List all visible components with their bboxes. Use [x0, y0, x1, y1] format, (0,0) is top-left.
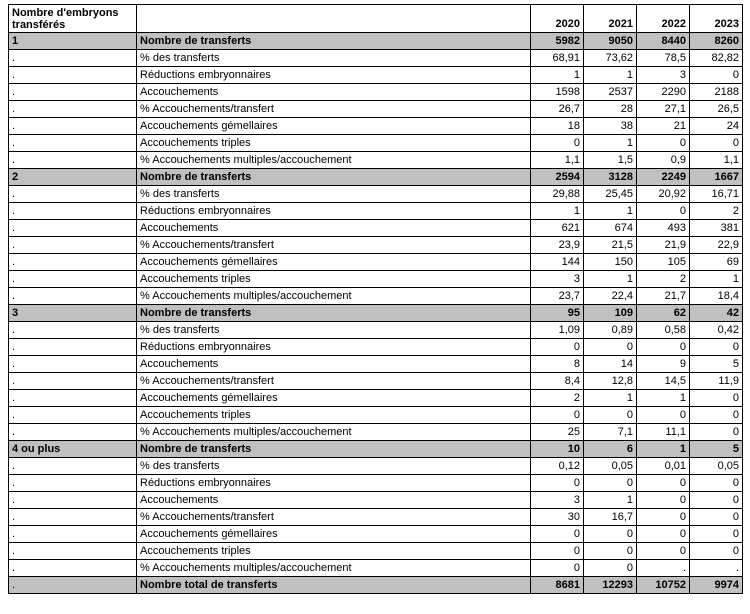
cell-indicator-label: Accouchements triples	[137, 407, 531, 424]
cell-embryo-group: .	[9, 84, 137, 101]
cell-value-2023: 0	[690, 543, 743, 560]
cell-value-2023: 0	[690, 135, 743, 152]
cell-value-2021: 1	[584, 203, 637, 220]
cell-value-2020: 5982	[531, 33, 584, 50]
header-embryo-count: Nombre d'embryons transférés	[9, 5, 137, 33]
cell-value-2020: 3	[531, 271, 584, 288]
cell-value-2023: 0	[690, 509, 743, 526]
cell-indicator-label: % Accouchements/transfert	[137, 509, 531, 526]
cell-value-2023: 5	[690, 441, 743, 458]
cell-value-2021: 21,5	[584, 237, 637, 254]
cell-value-2022: 9	[637, 356, 690, 373]
cell-value-2023: 26,5	[690, 101, 743, 118]
cell-value-2022: 0	[637, 203, 690, 220]
cell-indicator-label: Accouchements	[137, 84, 531, 101]
cell-value-2023: 0	[690, 424, 743, 441]
cell-value-2023: 5	[690, 356, 743, 373]
cell-indicator-label: % des transferts	[137, 50, 531, 67]
table-row	[9, 67, 743, 84]
cell-value-2020: 23,9	[531, 237, 584, 254]
table-row	[9, 458, 743, 475]
cell-value-2020: 23,7	[531, 288, 584, 305]
cell-value-2022: 14,5	[637, 373, 690, 390]
cell-indicator-label: % Accouchements multiples/accouchement	[137, 288, 531, 305]
cell-value-2021: 1	[584, 492, 637, 509]
cell-value-2021: 16,7	[584, 509, 637, 526]
cell-value-2023: 0,05	[690, 458, 743, 475]
cell-value-2023: 1	[690, 271, 743, 288]
cell-indicator-label: Accouchements triples	[137, 543, 531, 560]
cell-indicator-label: % Accouchements/transfert	[137, 237, 531, 254]
cell-value-2023: .	[690, 560, 743, 577]
cell-embryo-group: .	[9, 407, 137, 424]
header-label-col	[137, 5, 531, 33]
cell-value-2022: 62	[637, 305, 690, 322]
cell-value-2020: 1598	[531, 84, 584, 101]
cell-value-2020: 2	[531, 390, 584, 407]
cell-value-2020: 1,09	[531, 322, 584, 339]
cell-embryo-group: 1	[9, 33, 137, 50]
cell-value-2021: 7,1	[584, 424, 637, 441]
cell-embryo-group: .	[9, 475, 137, 492]
table-body	[9, 33, 743, 594]
cell-embryo-group: .	[9, 509, 137, 526]
header-year-2021: 2021	[584, 5, 637, 33]
cell-embryo-group: .	[9, 101, 137, 118]
table-row	[9, 305, 743, 322]
cell-embryo-group: .	[9, 254, 137, 271]
header-year-2023: 2023	[690, 5, 743, 33]
cell-value-2022: 0	[637, 135, 690, 152]
cell-value-2020: 95	[531, 305, 584, 322]
cell-value-2022: 0,58	[637, 322, 690, 339]
cell-value-2020: 0	[531, 560, 584, 577]
cell-value-2022: 27,1	[637, 101, 690, 118]
cell-embryo-group: .	[9, 543, 137, 560]
cell-embryo-group: .	[9, 492, 137, 509]
cell-embryo-group: .	[9, 373, 137, 390]
table-row	[9, 526, 743, 543]
cell-embryo-group: .	[9, 152, 137, 169]
cell-value-2023: 0	[690, 390, 743, 407]
cell-indicator-label: Accouchements gémellaires	[137, 390, 531, 407]
cell-value-2022: 0	[637, 492, 690, 509]
cell-value-2020: 8	[531, 356, 584, 373]
table-row	[9, 424, 743, 441]
cell-value-2022: 20,92	[637, 186, 690, 203]
cell-indicator-label: % Accouchements/transfert	[137, 101, 531, 118]
table-row	[9, 101, 743, 118]
table-row	[9, 118, 743, 135]
cell-value-2022: 11,1	[637, 424, 690, 441]
cell-indicator-label: Nombre de transferts	[137, 441, 531, 458]
table-header	[9, 5, 743, 33]
cell-value-2020: 0	[531, 135, 584, 152]
cell-indicator-label: % Accouchements multiples/accouchement	[137, 152, 531, 169]
header-row	[9, 5, 743, 33]
cell-value-2022: 3	[637, 67, 690, 84]
cell-value-2020: 0	[531, 526, 584, 543]
cell-value-2023: 22,9	[690, 237, 743, 254]
cell-value-2021: 1,5	[584, 152, 637, 169]
table-row	[9, 475, 743, 492]
cell-value-2022: .	[637, 560, 690, 577]
cell-value-2021: 12,8	[584, 373, 637, 390]
cell-value-2020: 0	[531, 543, 584, 560]
cell-value-2022: 1	[637, 390, 690, 407]
cell-embryo-group: 3	[9, 305, 137, 322]
table-row	[9, 152, 743, 169]
cell-indicator-label: Réductions embryonnaires	[137, 339, 531, 356]
cell-value-2022: 0	[637, 509, 690, 526]
cell-embryo-group: .	[9, 271, 137, 288]
cell-value-2023: 0	[690, 407, 743, 424]
cell-value-2021: 109	[584, 305, 637, 322]
cell-value-2021: 0,05	[584, 458, 637, 475]
cell-value-2022: 8440	[637, 33, 690, 50]
cell-value-2022: 21	[637, 118, 690, 135]
cell-embryo-group: .	[9, 288, 137, 305]
cell-value-2020: 0,12	[531, 458, 584, 475]
cell-embryo-group: .	[9, 424, 137, 441]
table-row	[9, 407, 743, 424]
cell-value-2020: 8681	[531, 577, 584, 594]
table-row	[9, 84, 743, 101]
cell-value-2022: 2	[637, 271, 690, 288]
cell-value-2023: 18,4	[690, 288, 743, 305]
cell-indicator-label: Accouchements triples	[137, 135, 531, 152]
cell-embryo-group: .	[9, 526, 137, 543]
cell-value-2021: 1	[584, 67, 637, 84]
cell-value-2020: 2594	[531, 169, 584, 186]
cell-indicator-label: Accouchements gémellaires	[137, 254, 531, 271]
cell-value-2021: 0	[584, 526, 637, 543]
cell-value-2021: 2537	[584, 84, 637, 101]
cell-indicator-label: Accouchements	[137, 220, 531, 237]
cell-value-2022: 1	[637, 441, 690, 458]
cell-value-2021: 0,89	[584, 322, 637, 339]
cell-value-2020: 30	[531, 509, 584, 526]
table-row	[9, 288, 743, 305]
cell-value-2021: 1	[584, 271, 637, 288]
cell-value-2021: 28	[584, 101, 637, 118]
cell-value-2023: 42	[690, 305, 743, 322]
cell-value-2021: 6	[584, 441, 637, 458]
cell-value-2023: 16,71	[690, 186, 743, 203]
table-row	[9, 220, 743, 237]
cell-value-2023: 8260	[690, 33, 743, 50]
cell-indicator-label: % Accouchements/transfert	[137, 373, 531, 390]
table-row	[9, 356, 743, 373]
cell-value-2020: 18	[531, 118, 584, 135]
cell-value-2022: 2290	[637, 84, 690, 101]
table-row	[9, 373, 743, 390]
cell-value-2020: 1	[531, 67, 584, 84]
cell-value-2022: 0	[637, 407, 690, 424]
cell-value-2022: 2249	[637, 169, 690, 186]
cell-value-2022: 105	[637, 254, 690, 271]
cell-embryo-group: 2	[9, 169, 137, 186]
cell-value-2022: 78,5	[637, 50, 690, 67]
table-row	[9, 543, 743, 560]
table-row	[9, 322, 743, 339]
cell-value-2023: 1,1	[690, 152, 743, 169]
table-row	[9, 50, 743, 67]
cell-indicator-label: % des transferts	[137, 186, 531, 203]
cell-embryo-group: .	[9, 203, 137, 220]
cell-indicator-label: Réductions embryonnaires	[137, 67, 531, 84]
cell-value-2023: 0	[690, 492, 743, 509]
cell-indicator-label: % Accouchements multiples/accouchement	[137, 424, 531, 441]
cell-embryo-group: .	[9, 135, 137, 152]
cell-value-2021: 1	[584, 135, 637, 152]
cell-value-2023: 2	[690, 203, 743, 220]
cell-value-2020: 144	[531, 254, 584, 271]
table-row	[9, 203, 743, 220]
cell-value-2022: 10752	[637, 577, 690, 594]
cell-value-2020: 29,88	[531, 186, 584, 203]
cell-embryo-group: .	[9, 186, 137, 203]
cell-value-2021: 0	[584, 560, 637, 577]
cell-embryo-group: .	[9, 67, 137, 84]
cell-value-2022: 0,01	[637, 458, 690, 475]
table-row	[9, 509, 743, 526]
cell-embryo-group: .	[9, 560, 137, 577]
cell-value-2023: 69	[690, 254, 743, 271]
cell-value-2023: 0,42	[690, 322, 743, 339]
cell-value-2023: 1667	[690, 169, 743, 186]
header-year-2020: 2020	[531, 5, 584, 33]
cell-embryo-group: .	[9, 356, 137, 373]
cell-value-2023: 82,82	[690, 50, 743, 67]
cell-value-2023: 24	[690, 118, 743, 135]
cell-value-2021: 14	[584, 356, 637, 373]
table-row	[9, 135, 743, 152]
cell-value-2022: 0	[637, 339, 690, 356]
cell-value-2020: 0	[531, 407, 584, 424]
cell-value-2020: 1	[531, 203, 584, 220]
cell-value-2023: 0	[690, 475, 743, 492]
cell-value-2023: 11,9	[690, 373, 743, 390]
table-row	[9, 33, 743, 50]
cell-indicator-label: Nombre total de transferts	[137, 577, 531, 594]
cell-indicator-label: Accouchements	[137, 492, 531, 509]
cell-value-2021: 0	[584, 475, 637, 492]
table-row	[9, 560, 743, 577]
cell-value-2020: 3	[531, 492, 584, 509]
cell-value-2020: 68,91	[531, 50, 584, 67]
table-row	[9, 339, 743, 356]
cell-indicator-label: % des transferts	[137, 458, 531, 475]
cell-value-2021: 22,4	[584, 288, 637, 305]
table-row	[9, 577, 743, 594]
cell-embryo-group: .	[9, 50, 137, 67]
cell-value-2023: 0	[690, 526, 743, 543]
cell-value-2023: 2188	[690, 84, 743, 101]
cell-value-2020: 25	[531, 424, 584, 441]
cell-embryo-group: .	[9, 118, 137, 135]
table-row	[9, 254, 743, 271]
cell-indicator-label: Accouchements gémellaires	[137, 118, 531, 135]
cell-value-2021: 1	[584, 390, 637, 407]
cell-value-2021: 150	[584, 254, 637, 271]
cell-value-2022: 0	[637, 543, 690, 560]
cell-value-2021: 9050	[584, 33, 637, 50]
table-row	[9, 390, 743, 407]
cell-embryo-group: .	[9, 339, 137, 356]
cell-embryo-group: .	[9, 577, 137, 594]
cell-value-2020: 621	[531, 220, 584, 237]
cell-value-2021: 0	[584, 407, 637, 424]
cell-embryo-group: .	[9, 220, 137, 237]
cell-indicator-label: Réductions embryonnaires	[137, 203, 531, 220]
cell-value-2022: 0,9	[637, 152, 690, 169]
cell-value-2023: 381	[690, 220, 743, 237]
cell-value-2022: 21,9	[637, 237, 690, 254]
table-row	[9, 186, 743, 203]
cell-embryo-group: .	[9, 458, 137, 475]
cell-value-2022: 0	[637, 475, 690, 492]
cell-value-2021: 3128	[584, 169, 637, 186]
cell-indicator-label: Accouchements	[137, 356, 531, 373]
cell-value-2020: 8,4	[531, 373, 584, 390]
table-row	[9, 271, 743, 288]
cell-value-2022: 0	[637, 526, 690, 543]
cell-value-2021: 0	[584, 339, 637, 356]
cell-value-2020: 0	[531, 339, 584, 356]
table-row	[9, 441, 743, 458]
cell-indicator-label: Nombre de transferts	[137, 169, 531, 186]
cell-value-2021: 38	[584, 118, 637, 135]
cell-value-2023: 0	[690, 339, 743, 356]
cell-value-2021: 674	[584, 220, 637, 237]
cell-value-2021: 25,45	[584, 186, 637, 203]
cell-indicator-label: Nombre de transferts	[137, 33, 531, 50]
cell-value-2020: 26,7	[531, 101, 584, 118]
cell-value-2021: 73,62	[584, 50, 637, 67]
cell-value-2022: 21,7	[637, 288, 690, 305]
cell-value-2021: 12293	[584, 577, 637, 594]
table-row	[9, 169, 743, 186]
cell-embryo-group: .	[9, 237, 137, 254]
cell-embryo-group: .	[9, 390, 137, 407]
cell-value-2023: 0	[690, 67, 743, 84]
cell-indicator-label: Réductions embryonnaires	[137, 475, 531, 492]
cell-value-2020: 0	[531, 475, 584, 492]
embryo-transfers-table	[8, 4, 743, 594]
table-row	[9, 237, 743, 254]
cell-embryo-group: 4 ou plus	[9, 441, 137, 458]
cell-value-2021: 0	[584, 543, 637, 560]
cell-indicator-label: % Accouchements multiples/accouchement	[137, 560, 531, 577]
cell-value-2022: 493	[637, 220, 690, 237]
cell-indicator-label: Accouchements gémellaires	[137, 526, 531, 543]
header-year-2022: 2022	[637, 5, 690, 33]
cell-value-2020: 10	[531, 441, 584, 458]
cell-indicator-label: Nombre de transferts	[137, 305, 531, 322]
cell-value-2020: 1,1	[531, 152, 584, 169]
table-row	[9, 492, 743, 509]
cell-indicator-label: Accouchements triples	[137, 271, 531, 288]
cell-indicator-label: % des transferts	[137, 322, 531, 339]
cell-embryo-group: .	[9, 322, 137, 339]
cell-value-2023: 9974	[690, 577, 743, 594]
